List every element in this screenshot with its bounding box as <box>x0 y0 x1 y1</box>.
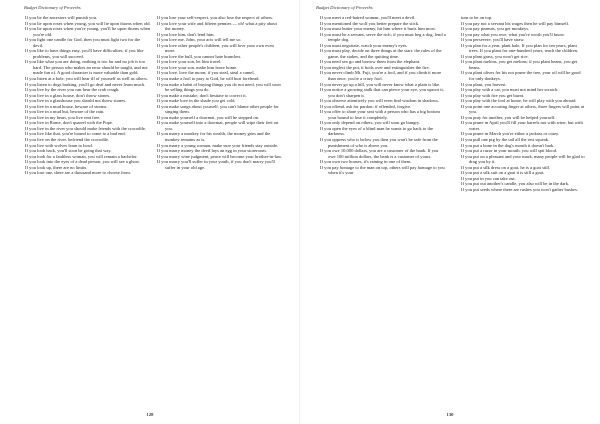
proverb-entry: If you live with wolves learn to howl. <box>25 142 94 148</box>
proverb-entry: If you point one accusing finger at others, three fingers will point at you. <box>461 103 585 115</box>
proverb-entry: If you marry wine judgment, peace will become your brother-in-law. <box>157 153 282 159</box>
running-head: Budget Dictionary of Proverbs <box>24 5 81 10</box>
proverb-entry: If you look into the eyes of a dead person, you will see a ghost. <box>25 159 140 165</box>
proverb-entry: If you prune in March you're either a jackass or crazy. <box>461 131 560 137</box>
page-number: 130 <box>446 412 454 417</box>
proverb-entry: If you open the eyes of a blind man he wants to go back to the darkness. <box>320 125 434 137</box>
proverb-entry: If you put in you can take out. <box>461 175 516 181</box>
proverb-entry: If you plant melons, you get melons; if you plant beans, you get beans. <box>461 59 578 70</box>
proverb-entry: If you look back, you'll soon be going that way. <box>25 148 112 154</box>
proverb-entry: If you never go up a hill, you will never know what a plain is like. <box>320 81 441 87</box>
proverb-entry: If you live in a glasshouse you should not throw stones. <box>25 98 127 104</box>
proverb-entry: If you love him, don't lend him. <box>157 31 215 37</box>
proverb-entry: If you make yourself into a doormat, people will wipe their feet on you. <box>157 120 279 131</box>
running-head: Budget Dictionary of Proverbs <box>316 5 373 10</box>
proverb-entry: If you listen to dogs barking, you'll go deaf and never learn much. <box>25 81 146 87</box>
proverb-entry: If you live in a glass house, don't throw stones. <box>25 92 111 98</box>
proverb-entry: If you love your son, make him leave home. <box>157 64 238 70</box>
proverb-entry: If you lose one, there are a thousand more to choose from. <box>25 170 131 176</box>
proverb-entry: If you pray for another, you will be helped yourself. <box>461 114 556 120</box>
proverb-entry: If you put a bone in the dog's mouth it doesn't bark. <box>461 142 555 148</box>
proverb-entry: If you live in a mud hut, beware of the rain. <box>25 109 105 115</box>
proverb-entry: If you look up, there are no limits. <box>25 164 88 170</box>
proverb-entry: If you pay what you owe, what you're worth you'll know. <box>461 31 565 37</box>
proverb-entry: If you marry money the devil lays an egg in your storeroom. <box>157 148 267 154</box>
proverb-entry: If you live in my heart, you live rent free. <box>25 114 101 120</box>
proverb-entry: If you put a razor in your mouth, you will spit blood. <box>461 148 558 154</box>
proverb-entry: If you love other people's children, you will love your own even more. <box>157 42 274 54</box>
proverb-entry: If you like what you are doing, nothing is too far and no job is too hard. The person who makes an error should be taught, and not made fun of. A good character is more valuable than gold. <box>25 59 148 76</box>
proverb-entry: If you love your wife and fifteen pennies — oh! what a pity about the money. <box>157 20 277 32</box>
proverb-entry: If you lie the ancestors will punish you. <box>25 15 97 20</box>
proverb-entry: If you put out another's candle, you also will be in the dark. <box>461 181 570 187</box>
entry-column-left <box>320 15 446 176</box>
proverb-entry: If you love the bull, you cannot hate branches. <box>157 53 242 59</box>
proverb-entry: If you marry a young woman, make sure your friends stay outside. <box>157 142 279 148</box>
right-page <box>300 0 600 424</box>
proverb-entry: If you love your son, let him travel. <box>157 59 222 65</box>
proverb-entry: If you live on the river, befriend the crocodile. <box>25 137 110 143</box>
proverb-entry: If you live in the river you should make friends with the crocodile. <box>25 125 147 131</box>
proverb-entry: If you make a habit of buying things you do not need, you will soon be selling things you do. <box>157 81 281 93</box>
page-number: 128 <box>146 412 154 417</box>
proverb-entry: If you like to have things easy, you'll have difficulties; if you like problems, you will succeed. <box>25 48 144 59</box>
proverb-entry: If you must butter your enemy, hit him where it hurts him most. <box>320 26 436 32</box>
entry-column-left <box>25 15 151 176</box>
proverb-entry: If you offend, ask for pardon; if offended, forgive. <box>320 103 412 109</box>
entry-column-right <box>461 15 587 193</box>
proverb-entry: If you play with a cat, you must not mind her scratch. <box>461 87 559 93</box>
proverb-entry: If you plant grass, you won't get rice. <box>461 53 529 59</box>
proverb-entry: If you prune in April you'll fill your barrels not with wine, but with water. <box>461 120 583 131</box>
proverb-entry: If you light one candle for God, then you must light two for the devil. <box>25 37 141 48</box>
proverb-entry: If you live in a mud house, beware of storms. <box>25 103 108 109</box>
proverb-entry: If you love me, John, your acts will tell me so. <box>157 37 242 43</box>
entry-column-right <box>157 15 283 170</box>
proverb-entry: If you pull one pig by the tail all the rest squeak. <box>461 137 550 143</box>
proverb-entry: If you make love in the shade you get cold. <box>157 98 236 104</box>
proverb-entry: If you meet a red-haired woman, you'll meet a devil. <box>320 15 416 20</box>
proverb-entry: If you listen at a hole, you will hear ill of yourself as well as others. <box>25 76 148 82</box>
proverb-entry: If you love, love the moon; if you steal, steal a camel. <box>157 70 255 76</box>
proverb-entry: turn to be on top. <box>461 15 493 20</box>
proverb-entry: If you plan for a year, plant kale. If you plan for ten years, plant trees. If you plant for one-hundred years, teach the children. <box>461 42 579 54</box>
proverb-entry: If you must play, decide on three things at the start: the rules of the game, the stakes, and the quitting time. <box>320 48 442 59</box>
proverb-entry: If you live in Rome, don't quarrel with the Pope. <box>25 120 114 126</box>
proverb-entry: If you look for a faultless woman, you will remain a bachelor. <box>25 153 138 159</box>
proverb-entry: If you put seeds where there are rushes you won't gather bushes. <box>461 186 578 192</box>
proverb-entry: If you offer to share your seat with a person who has a big bottom your bound to lose it completely. <box>320 109 440 120</box>
proverb-entry: If you observe attentively you will even find wisdom in shadows. <box>320 98 440 104</box>
proverb-entry: If you put a silk dress on a goat, he is a goat still. <box>461 164 551 170</box>
proverb-entry: If you marry a monkey for his wealth, the money goes and the monkey remains as is. <box>157 131 271 143</box>
proverb-entry: If you only depend on others, you will soon go hungry. <box>320 120 420 126</box>
proverb-entry: If you live by the river you can hear the crab cough. <box>25 87 120 93</box>
proverb-entry: If you pay not a servant his wages then he will pay himself. <box>461 20 570 26</box>
proverb-entry: If you must be a servant, serve the rich; if you must beg a dog, lend a temple dog. <box>320 31 446 43</box>
proverb-entry: If you make a fool to pray to God, he will hurt forehead. <box>157 76 260 82</box>
proverb-entry: If you marry you'll suffer in your youth, if you don't marry you'll suffer in your old age. <box>157 159 275 170</box>
proverb-entry: If you put on a pleasant and your mask, many people will be glad to drag you by it. <box>461 153 585 165</box>
proverb-entry: If you lie upon roses when young, you will lie upon thorns when old. <box>25 20 151 26</box>
proverb-entry: If you notice a growing stalk that can pierce your eye, you uproot it, you don't sharpen it. <box>320 87 444 98</box>
proverb-entry: If you oppress who is below you then you won't be safe from the punishment of who is above you. <box>320 137 438 148</box>
proverb-entry: If you make yourself a doormat, you will be stepped on. <box>157 114 260 120</box>
proverb-entry: If you lie upon roses when you're young, you'll lie upon thorns when you're old. <box>25 26 151 37</box>
proverb-entry: If you must negotiate, watch your enemy's eyes. <box>320 42 408 48</box>
proverb-entry: If you own two houses, it's raining in one of them. <box>320 159 412 165</box>
proverb-entry: If you lose your self-respect, you also lose the respect of others. <box>157 15 274 20</box>
proverb-entry: If you neglect the pot, it boils over and extinguishes the fire. <box>320 64 430 70</box>
proverb-entry: If you owe 10,000 dollars, you are a customer of the bank. If you owe 100 million dollars, the bank is a customer of yours. <box>320 148 439 159</box>
proverb-entry: If you never climb Mt. Fuji, you're a fool, and if you climb it more than once, you're a crazy fool. <box>320 70 442 82</box>
proverb-entry: If you plant olives for his not prune the tree, your oil will be good for only donkeys. <box>461 70 581 82</box>
proverb-entry: If you mentioned the wolf you better prepare the stick. <box>320 20 420 26</box>
proverb-entry: If you pay homage to the man on top, others will pay homage to you when it's your <box>320 164 445 176</box>
proverb-entry: If you need sex go and borrow them from the elephant. <box>320 59 421 65</box>
proverb-entry: If you put a silk suit on a goat it is still a goat. <box>461 170 545 176</box>
proverb-entry: If you play with fire you get burnt. <box>461 92 525 98</box>
proverb-entry: If you play with the fool at home, he will play with you abroad. <box>461 98 577 104</box>
proverb-entry: If you pay peanuts, you get monkeys. <box>461 26 530 32</box>
proverb-entry: If you make a mistake, don't hesitate to correct it. <box>157 92 247 98</box>
proverb-entry: If you persevere, you'll have straw. <box>461 37 525 43</box>
proverb-entry: If you plant, you harvest. <box>461 81 507 87</box>
proverb-entry: If you live like that, you're bound to come to a bad end. <box>25 131 126 137</box>
proverb-entry: If you make songs about yourself, you can't blame other people for singing them. <box>157 103 279 115</box>
